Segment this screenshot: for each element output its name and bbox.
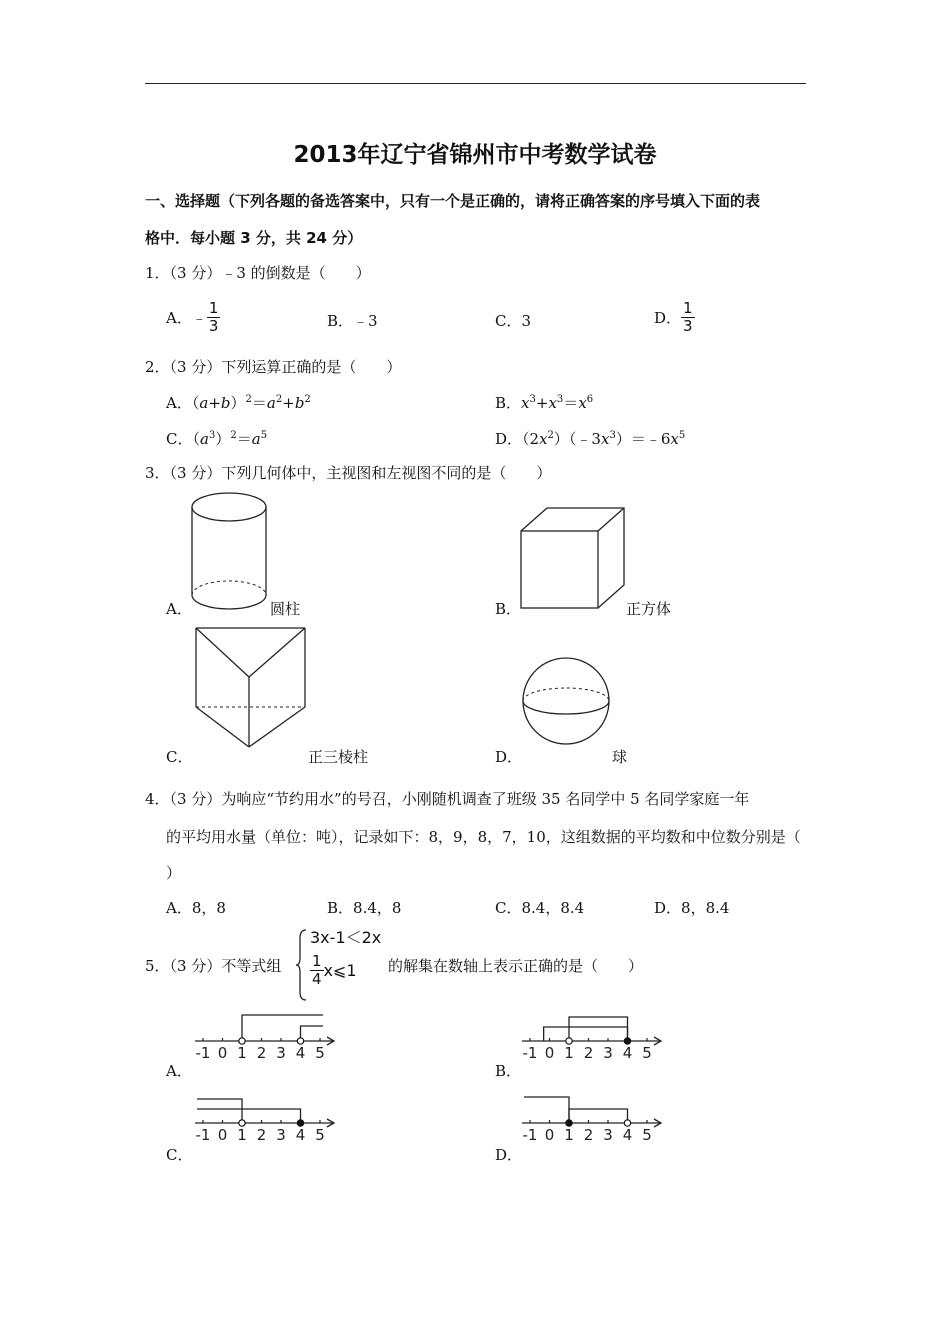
solution-ray [197,1099,242,1123]
q4-line1: 4．（3 分）为响应“节约用水”的号召，小刚随机调查了班级 35 名同学中 5 名同学家庭一年 [145,790,750,808]
number-line-c [195,1092,340,1152]
q4-option-d: D．8，8.4 [654,899,730,917]
q3-stem: 3．（3 分）下列几何体中，主视图和左视图不同的是（ ） [145,464,552,482]
q1-a-numerator: 1 [208,299,219,317]
q4-option-a: A．8，8 [166,899,226,917]
q1-stem: 1．（3 分）﹣3 的倒数是（ ） [145,264,371,282]
solution-ray [569,1109,628,1123]
system-brace [296,928,308,1002]
page-title: 2013年辽宁省锦州市中考数学试卷 [293,142,657,168]
section-heading-line1: 一、选择题（下列各题的备选答案中，只有一个是正确的，请将正确答案的序号填入下面的表 [145,192,761,210]
q5-stem-left: 5．（3 分）不等式组 [145,957,282,975]
axis-tick-label: 2 [583,1044,594,1062]
axis-tick-label: 0 [217,1044,228,1062]
q3-option-c-name: 正三棱柱 [308,748,369,766]
inequality-2 [310,953,357,988]
q1-d-denominator: 3 [683,317,693,335]
axis-tick-label: 0 [544,1126,555,1144]
axis-tick-label: 0 [544,1044,555,1062]
axis-tick-label: 1 [564,1044,574,1062]
q3-option-d-label: D． [495,748,523,766]
axis-tick-label: 2 [583,1126,594,1144]
q4-option-b: B．8.4，8 [327,899,402,917]
closed-point [624,1038,630,1044]
inequality-2-fraction [310,953,324,988]
q2-option-d: D．$(2x^2)(﹣3x^3)=﹣6x^5$ [495,430,686,448]
axis-tick-label: 4 [622,1044,633,1062]
q1-option-c: C．3 [495,312,532,330]
q4-option-c: C．8.4，8.4 [495,899,585,917]
open-point [239,1038,245,1044]
header-rule [145,83,806,84]
axis-tick-label: -1 [195,1044,211,1062]
solution-ray [197,1109,301,1123]
axis-tick-label: 3 [603,1044,613,1062]
axis-tick-label: 4 [295,1044,306,1062]
q2-b-label: B． [495,394,522,412]
q1-a-sign: ﹣ [191,309,207,327]
q2-c-label: C． [166,430,193,448]
q1-d-label: D． [654,309,682,327]
solution-ray [242,1015,323,1041]
axis-tick-label: -1 [195,1126,211,1144]
sphere-figure [520,655,614,747]
q5-option-a-label: A． [166,1062,192,1080]
q4-line3: ） [166,864,182,882]
solution-ray [524,1097,569,1123]
q4-line2: 的平均用水量（单位：吨），记录如下：8，9，8，7，10，这组数据的平均数和中位数分别是（ [166,828,801,846]
open-point [566,1038,572,1044]
axis-tick-label: 3 [276,1126,286,1144]
q2-option-c: C．$(a^3)^2=a^5$ [166,430,268,448]
q2-d-label: D． [495,430,523,448]
q3-option-c-label: C． [166,748,193,766]
axis-tick-label: -1 [522,1126,538,1144]
axis-tick-label: 5 [315,1044,325,1062]
axis-tick-label: 1 [564,1126,574,1144]
q1-a-label: A． [166,309,192,327]
closed-point [297,1120,303,1126]
axis-tick-label: 3 [276,1044,286,1062]
cylinder-figure [190,490,272,614]
cube-figure [518,505,630,611]
axis-tick-label: 5 [642,1126,652,1144]
q5-option-b-label: B． [495,1062,522,1080]
inequality-1: 3x-1＜2x [310,928,382,947]
open-point [239,1120,245,1126]
q3-option-a-label: A． [166,600,192,618]
q1-option-d [654,300,695,335]
section-heading-line2: 格中．每小题 3 分，共 24 分） [145,229,363,247]
solution-ray [544,1027,628,1041]
axis-tick-label: 3 [603,1126,613,1144]
q5-stem-right: 的解集在数轴上表示正确的是（ ） [388,957,644,975]
q1-d-numerator: 1 [683,299,693,317]
axis-tick-label: 1 [237,1126,247,1144]
q2-option-a: A．$(a+b)^2=a^2+b^2$ [166,394,311,412]
axis-tick-label: -1 [522,1044,538,1062]
triangular-prism-figure [193,625,309,751]
closed-point [566,1120,572,1126]
axis-tick-label: 0 [217,1126,228,1144]
solution-ray [569,1017,628,1041]
q3-option-b-name: 正方体 [626,600,672,618]
number-line-b [522,1010,667,1070]
q1-d-fraction [681,300,695,335]
q5-option-d-label: D． [495,1146,523,1164]
axis-tick-label: 2 [256,1044,267,1062]
q1-a-denominator: 3 [208,317,219,335]
nl-d-svg [522,1092,667,1152]
nl-a-svg [195,1010,340,1070]
nl-b-svg [522,1010,667,1070]
axis-tick-label: 4 [295,1126,306,1144]
nl-c-svg [195,1092,340,1152]
axis-tick-label: 1 [237,1044,247,1062]
axis-tick-label: 5 [642,1044,652,1062]
axis-tick-label: 5 [315,1126,325,1144]
q3-option-d-name: 球 [612,748,628,766]
q1-option-a [166,300,220,335]
axis-tick-label: 4 [622,1126,633,1144]
inequality-2-denominator: 4 [312,970,322,988]
axis-tick-label: 2 [256,1126,267,1144]
open-point [624,1120,630,1126]
number-line-d [522,1092,667,1152]
q1-a-fraction [207,300,221,335]
inequality-2-rest: x⩽1 [323,961,357,980]
number-line-a [195,1010,340,1070]
q5-option-c-label: C． [166,1146,193,1164]
q1-option-b: B．﹣3 [327,312,378,330]
q2-a-label: A． [166,394,192,412]
q2-option-b: B．$x^3+x^3=x^6$ [495,394,594,412]
q3-option-a-name: 圆柱 [270,600,301,618]
q2-stem: 2．（3 分）下列运算正确的是（ ） [145,358,402,376]
open-point [297,1038,303,1044]
q3-option-b-label: B． [495,600,522,618]
inequality-2-numerator: 1 [312,952,322,970]
